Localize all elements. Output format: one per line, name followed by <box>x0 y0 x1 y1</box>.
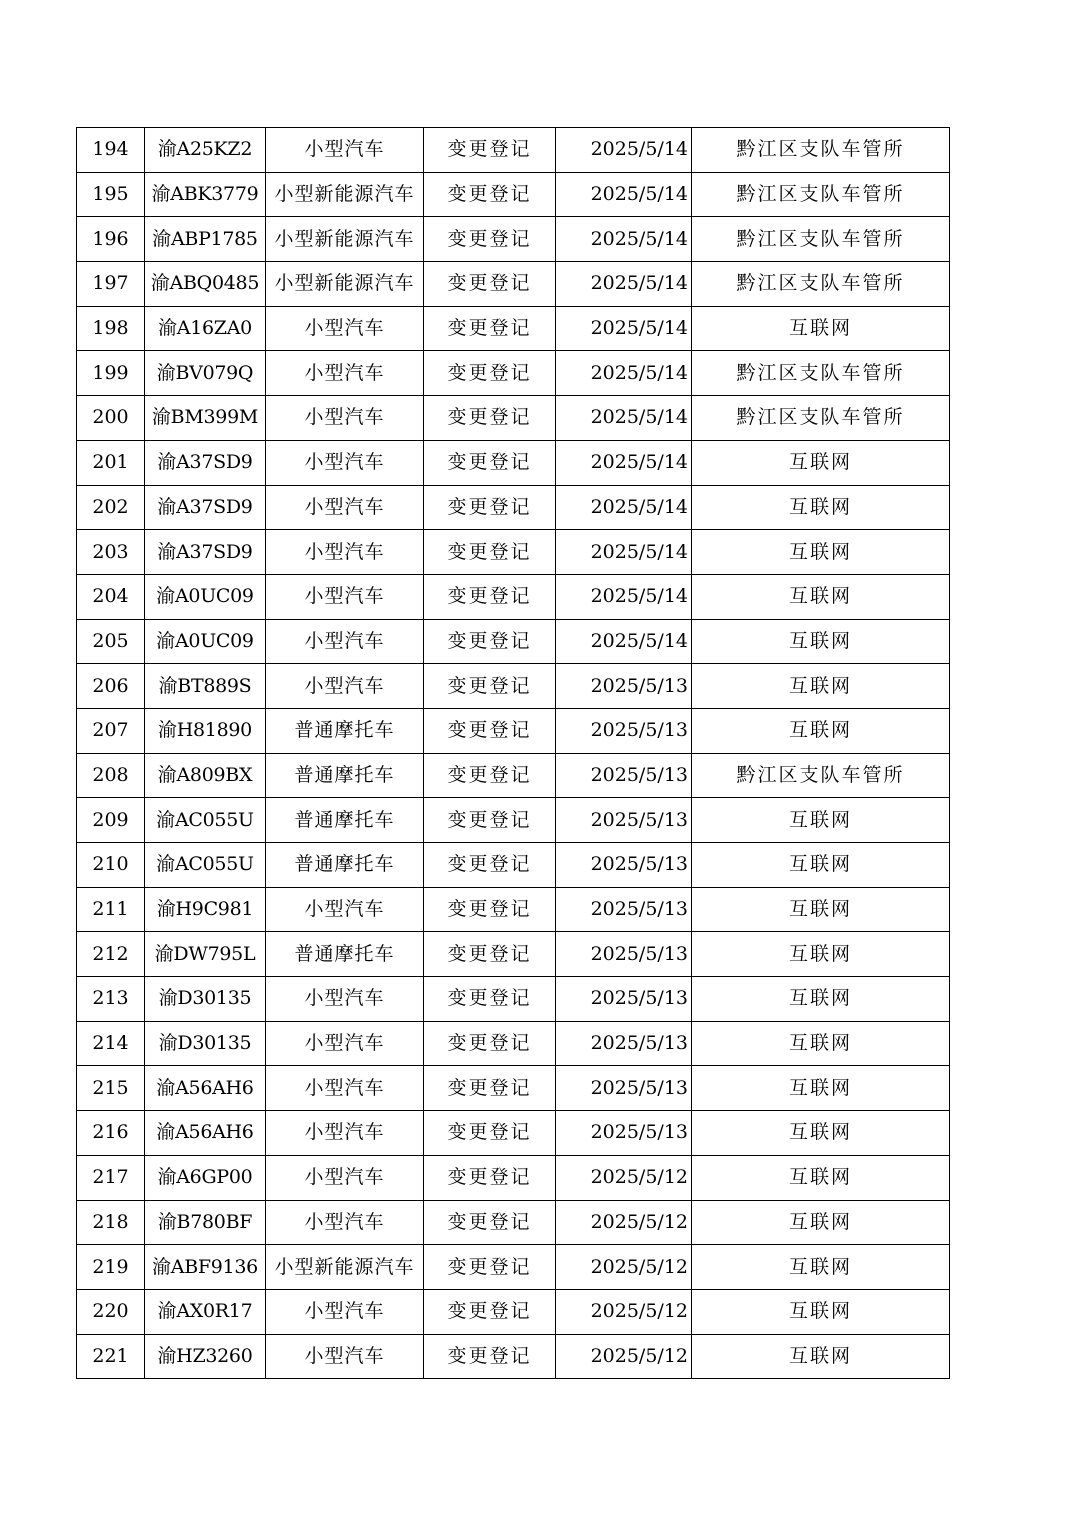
plate-number-cell: 渝ABF9136 <box>145 1245 266 1290</box>
vehicle-type-cell: 小型汽车 <box>266 530 424 575</box>
business-type-cell: 变更登记 <box>424 664 556 709</box>
table-row <box>77 1066 950 1111</box>
business-type-cell: 变更登记 <box>424 530 556 575</box>
date-cell: 2025/5/14 <box>556 619 692 664</box>
vehicle-type-cell: 普通摩托车 <box>266 708 424 753</box>
plate-number-cell: 渝D30135 <box>145 1021 266 1066</box>
plate-number-cell: 渝H81890 <box>145 708 266 753</box>
table-row <box>77 753 950 798</box>
vehicle-type-cell: 小型汽车 <box>266 1289 424 1334</box>
plate-number-cell: 渝HZ3260 <box>145 1334 266 1379</box>
table-row <box>77 217 950 262</box>
office-cell: 互联网 <box>692 1334 950 1379</box>
plate-number-cell: 渝ABQ0485 <box>145 262 266 307</box>
plate-number-cell: 渝A37SD9 <box>145 485 266 530</box>
vehicle-type-cell: 小型新能源汽车 <box>266 1245 424 1290</box>
office-cell: 黔江区支队车管所 <box>692 217 950 262</box>
business-type-cell: 变更登记 <box>424 396 556 441</box>
business-type-cell: 变更登记 <box>424 172 556 217</box>
office-cell: 黔江区支队车管所 <box>692 396 950 441</box>
vehicle-type-cell: 普通摩托车 <box>266 843 424 888</box>
date-cell: 2025/5/14 <box>556 485 692 530</box>
business-type-cell: 变更登记 <box>424 574 556 619</box>
table-row <box>77 1021 950 1066</box>
date-cell: 2025/5/14 <box>556 574 692 619</box>
plate-number-cell: 渝AC055U <box>145 843 266 888</box>
table-row <box>77 708 950 753</box>
vehicle-type-cell: 小型汽车 <box>266 887 424 932</box>
plate-number-cell: 渝A0UC09 <box>145 619 266 664</box>
business-type-cell: 变更登记 <box>424 932 556 977</box>
business-type-cell: 变更登记 <box>424 128 556 173</box>
table-row <box>77 932 950 977</box>
table-row <box>77 351 950 396</box>
vehicle-type-cell: 小型新能源汽车 <box>266 217 424 262</box>
plate-number-cell: 渝B780BF <box>145 1200 266 1245</box>
date-cell: 2025/5/13 <box>556 932 692 977</box>
office-cell: 互联网 <box>692 932 950 977</box>
plate-number-cell: 渝A25KZ2 <box>145 128 266 173</box>
table-row <box>77 664 950 709</box>
row-number-cell: 206 <box>77 664 145 709</box>
vehicle-type-cell: 小型汽车 <box>266 1200 424 1245</box>
date-cell: 2025/5/14 <box>556 128 692 173</box>
plate-number-cell: 渝H9C981 <box>145 887 266 932</box>
row-number-cell: 211 <box>77 887 145 932</box>
business-type-cell: 变更登记 <box>424 1289 556 1334</box>
vehicle-type-cell: 小型汽车 <box>266 1334 424 1379</box>
office-cell: 互联网 <box>692 619 950 664</box>
vehicle-type-cell: 小型汽车 <box>266 574 424 619</box>
row-number-cell: 202 <box>77 485 145 530</box>
date-cell: 2025/5/14 <box>556 217 692 262</box>
office-cell: 互联网 <box>692 798 950 843</box>
table-row <box>77 485 950 530</box>
office-cell: 互联网 <box>692 887 950 932</box>
plate-number-cell: 渝A16ZA0 <box>145 306 266 351</box>
business-type-cell: 变更登记 <box>424 1066 556 1111</box>
business-type-cell: 变更登记 <box>424 1111 556 1156</box>
office-cell: 互联网 <box>692 1111 950 1156</box>
date-cell: 2025/5/14 <box>556 530 692 575</box>
date-cell: 2025/5/13 <box>556 798 692 843</box>
business-type-cell: 变更登记 <box>424 217 556 262</box>
table-row <box>77 1200 950 1245</box>
office-cell: 互联网 <box>692 440 950 485</box>
plate-number-cell: 渝A809BX <box>145 753 266 798</box>
table-row <box>77 1111 950 1156</box>
plate-number-cell: 渝BT889S <box>145 664 266 709</box>
business-type-cell: 变更登记 <box>424 843 556 888</box>
office-cell: 互联网 <box>692 1021 950 1066</box>
date-cell: 2025/5/13 <box>556 1111 692 1156</box>
table-row <box>77 977 950 1022</box>
office-cell: 互联网 <box>692 1066 950 1111</box>
table-row <box>77 306 950 351</box>
table-row <box>77 798 950 843</box>
date-cell: 2025/5/13 <box>556 664 692 709</box>
office-cell: 黔江区支队车管所 <box>692 351 950 396</box>
office-cell: 黔江区支队车管所 <box>692 172 950 217</box>
business-type-cell: 变更登记 <box>424 619 556 664</box>
business-type-cell: 变更登记 <box>424 1200 556 1245</box>
plate-number-cell: 渝A37SD9 <box>145 440 266 485</box>
plate-number-cell: 渝A56AH6 <box>145 1111 266 1156</box>
office-cell: 互联网 <box>692 1289 950 1334</box>
row-number-cell: 210 <box>77 843 145 888</box>
date-cell: 2025/5/14 <box>556 172 692 217</box>
table-row <box>77 574 950 619</box>
row-number-cell: 205 <box>77 619 145 664</box>
business-type-cell: 变更登记 <box>424 351 556 396</box>
table-body <box>77 128 950 1379</box>
date-cell: 2025/5/13 <box>556 887 692 932</box>
date-cell: 2025/5/14 <box>556 440 692 485</box>
table-row <box>77 396 950 441</box>
vehicle-type-cell: 小型汽车 <box>266 128 424 173</box>
office-cell: 互联网 <box>692 1245 950 1290</box>
row-number-cell: 203 <box>77 530 145 575</box>
registration-table <box>76 127 950 1379</box>
vehicle-type-cell: 小型新能源汽车 <box>266 172 424 217</box>
office-cell: 互联网 <box>692 1200 950 1245</box>
vehicle-type-cell: 普通摩托车 <box>266 753 424 798</box>
row-number-cell: 207 <box>77 708 145 753</box>
vehicle-type-cell: 小型汽车 <box>266 1155 424 1200</box>
table-row <box>77 619 950 664</box>
table-row <box>77 1245 950 1290</box>
business-type-cell: 变更登记 <box>424 1021 556 1066</box>
vehicle-type-cell: 小型汽车 <box>266 1111 424 1156</box>
vehicle-type-cell: 小型汽车 <box>266 1021 424 1066</box>
office-cell: 黔江区支队车管所 <box>692 753 950 798</box>
date-cell: 2025/5/13 <box>556 1021 692 1066</box>
table-row <box>77 530 950 575</box>
date-cell: 2025/5/13 <box>556 977 692 1022</box>
business-type-cell: 变更登记 <box>424 485 556 530</box>
vehicle-type-cell: 小型汽车 <box>266 485 424 530</box>
plate-number-cell: 渝BM399M <box>145 396 266 441</box>
table-row <box>77 1334 950 1379</box>
office-cell: 互联网 <box>692 708 950 753</box>
plate-number-cell: 渝AC055U <box>145 798 266 843</box>
row-number-cell: 199 <box>77 351 145 396</box>
plate-number-cell: 渝AX0R17 <box>145 1289 266 1334</box>
date-cell: 2025/5/12 <box>556 1200 692 1245</box>
plate-number-cell: 渝DW795L <box>145 932 266 977</box>
business-type-cell: 变更登记 <box>424 887 556 932</box>
vehicle-type-cell: 小型新能源汽车 <box>266 262 424 307</box>
business-type-cell: 变更登记 <box>424 1334 556 1379</box>
table-row <box>77 1289 950 1334</box>
business-type-cell: 变更登记 <box>424 306 556 351</box>
business-type-cell: 变更登记 <box>424 1155 556 1200</box>
table-row <box>77 1155 950 1200</box>
row-number-cell: 220 <box>77 1289 145 1334</box>
business-type-cell: 变更登记 <box>424 708 556 753</box>
date-cell: 2025/5/12 <box>556 1334 692 1379</box>
vehicle-type-cell: 普通摩托车 <box>266 932 424 977</box>
vehicle-type-cell: 小型汽车 <box>266 396 424 441</box>
office-cell: 互联网 <box>692 306 950 351</box>
vehicle-type-cell: 小型汽车 <box>266 664 424 709</box>
business-type-cell: 变更登记 <box>424 440 556 485</box>
row-number-cell: 209 <box>77 798 145 843</box>
office-cell: 互联网 <box>692 530 950 575</box>
row-number-cell: 208 <box>77 753 145 798</box>
vehicle-type-cell: 小型汽车 <box>266 619 424 664</box>
office-cell: 黔江区支队车管所 <box>692 262 950 307</box>
vehicle-type-cell: 小型汽车 <box>266 977 424 1022</box>
plate-number-cell: 渝A37SD9 <box>145 530 266 575</box>
table-row <box>77 128 950 173</box>
date-cell: 2025/5/13 <box>556 708 692 753</box>
row-number-cell: 214 <box>77 1021 145 1066</box>
office-cell: 黔江区支队车管所 <box>692 128 950 173</box>
office-cell: 互联网 <box>692 485 950 530</box>
plate-number-cell: 渝A56AH6 <box>145 1066 266 1111</box>
business-type-cell: 变更登记 <box>424 977 556 1022</box>
date-cell: 2025/5/14 <box>556 351 692 396</box>
row-number-cell: 197 <box>77 262 145 307</box>
table-row <box>77 440 950 485</box>
office-cell: 互联网 <box>692 977 950 1022</box>
plate-number-cell: 渝D30135 <box>145 977 266 1022</box>
table-row <box>77 262 950 307</box>
office-cell: 互联网 <box>692 574 950 619</box>
plate-number-cell: 渝ABK3779 <box>145 172 266 217</box>
row-number-cell: 201 <box>77 440 145 485</box>
plate-number-cell: 渝A6GP00 <box>145 1155 266 1200</box>
row-number-cell: 195 <box>77 172 145 217</box>
row-number-cell: 216 <box>77 1111 145 1156</box>
vehicle-type-cell: 小型汽车 <box>266 351 424 396</box>
row-number-cell: 204 <box>77 574 145 619</box>
table-row <box>77 887 950 932</box>
row-number-cell: 196 <box>77 217 145 262</box>
row-number-cell: 200 <box>77 396 145 441</box>
vehicle-type-cell: 小型汽车 <box>266 306 424 351</box>
date-cell: 2025/5/14 <box>556 262 692 307</box>
business-type-cell: 变更登记 <box>424 1245 556 1290</box>
plate-number-cell: 渝A0UC09 <box>145 574 266 619</box>
date-cell: 2025/5/14 <box>556 306 692 351</box>
plate-number-cell: 渝BV079Q <box>145 351 266 396</box>
date-cell: 2025/5/14 <box>556 396 692 441</box>
office-cell: 互联网 <box>692 664 950 709</box>
business-type-cell: 变更登记 <box>424 798 556 843</box>
vehicle-type-cell: 小型汽车 <box>266 440 424 485</box>
row-number-cell: 219 <box>77 1245 145 1290</box>
row-number-cell: 198 <box>77 306 145 351</box>
row-number-cell: 215 <box>77 1066 145 1111</box>
row-number-cell: 221 <box>77 1334 145 1379</box>
date-cell: 2025/5/12 <box>556 1155 692 1200</box>
business-type-cell: 变更登记 <box>424 262 556 307</box>
date-cell: 2025/5/12 <box>556 1245 692 1290</box>
date-cell: 2025/5/13 <box>556 843 692 888</box>
row-number-cell: 213 <box>77 977 145 1022</box>
date-cell: 2025/5/13 <box>556 753 692 798</box>
business-type-cell: 变更登记 <box>424 753 556 798</box>
row-number-cell: 194 <box>77 128 145 173</box>
row-number-cell: 217 <box>77 1155 145 1200</box>
vehicle-type-cell: 小型汽车 <box>266 1066 424 1111</box>
plate-number-cell: 渝ABP1785 <box>145 217 266 262</box>
row-number-cell: 218 <box>77 1200 145 1245</box>
vehicle-type-cell: 普通摩托车 <box>266 798 424 843</box>
date-cell: 2025/5/13 <box>556 1066 692 1111</box>
row-number-cell: 212 <box>77 932 145 977</box>
office-cell: 互联网 <box>692 843 950 888</box>
date-cell: 2025/5/12 <box>556 1289 692 1334</box>
office-cell: 互联网 <box>692 1155 950 1200</box>
table-row <box>77 172 950 217</box>
table-row <box>77 843 950 888</box>
